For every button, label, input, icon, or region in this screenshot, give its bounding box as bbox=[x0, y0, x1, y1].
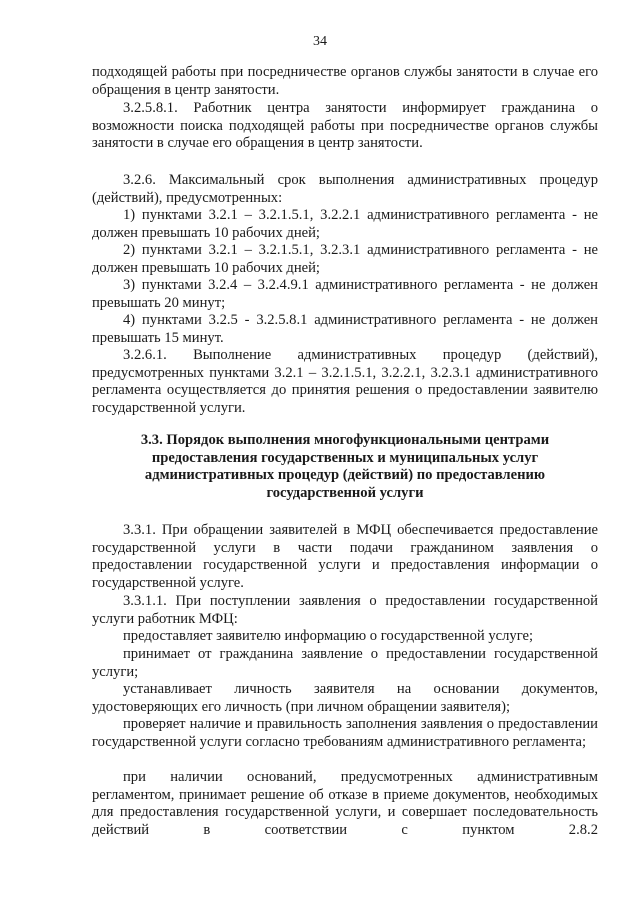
action-item-check: проверяет наличие и правильность заполнения заявления о предоставлении государственной услуги согласно требованиям административного регламента; bbox=[92, 716, 598, 750]
paragraph-continuation: подходящей работы при посредничестве органов службы занятости в случае его обращения в центр занятости. bbox=[92, 64, 598, 98]
paragraph-3-2-6-1: 3.2.6.1. Выполнение административных процедур (действий), предусмотренных пунктами 3.2.1 – 3.2.1.5.1, 3.2.2.1, 3.2.3.1 административного регламента осуществляется до принятия решения о предоставлении заявителю государственной услуги. bbox=[92, 347, 598, 416]
action-item-refuse: при наличии оснований, предусмотренных административным регламентом, принимает решение об отказе в приеме документов, необходимых для предоставления государственной услуги, и совершает последовательность действий в соответствии с пунктом 2.8.2 bbox=[92, 769, 598, 838]
heading-line: предоставления государственных и муниципальных услуг bbox=[151, 449, 539, 466]
action-item-identify: устанавливает личность заявителя на основании документов, удостоверяющих его личность (при личном обращении заявителя); bbox=[92, 681, 598, 715]
paragraph-3-3-1: 3.3.1. При обращении заявителей в МФЦ обеспечивается предоставление государственной услуги в части подачи гражданином заявления о предоставлении государственной услуги и предоставления информации о государственной услуге. bbox=[92, 522, 598, 591]
heading-line: административных процедур (действий) по предоставлению bbox=[144, 467, 546, 484]
paragraph-3-2-6: 3.2.6. Максимальный срок выполнения административных процедур (действий), предусмотренных: bbox=[92, 172, 598, 206]
heading-line: государственной услуги bbox=[266, 484, 424, 501]
section-heading-3-3 bbox=[92, 432, 598, 502]
action-item-inform: предоставляет заявителю информацию о государственной услуге; bbox=[123, 628, 534, 644]
list-item-1: 1) пунктами 3.2.1 – 3.2.1.5.1, 3.2.2.1 административного регламента - не должен превышать 10 рабочих дней; bbox=[92, 207, 598, 241]
paragraph-3-2-5-8-1: 3.2.5.8.1. Работник центра занятости информирует гражданина о возможности поиска подходящей работы при посредничестве органов службы занятости в случае его обращения в центр занятости. bbox=[92, 100, 598, 152]
heading-line: 3.3. Порядок выполнения многофункциональными центрами bbox=[140, 432, 550, 448]
list-item-4: 4) пунктами 3.2.5 - 3.2.5.8.1 административного регламента - не должен превышать 15 минут. bbox=[92, 312, 598, 346]
paragraph-3-3-1-1: 3.3.1.1. При поступлении заявления о предоставлении государственной услуги работник МФЦ: bbox=[92, 593, 598, 627]
page-number: 34 bbox=[313, 34, 327, 49]
list-item-2: 2) пунктами 3.2.1 – 3.2.1.5.1, 3.2.3.1 административного регламента - не должен превышать 10 рабочих дней; bbox=[92, 242, 598, 276]
list-item-3: 3) пунктами 3.2.4 – 3.2.4.9.1 административного регламента - не должен превышать 20 минут; bbox=[92, 277, 598, 311]
action-item-accept: принимает от гражданина заявление о предоставлении государственной услуги; bbox=[92, 646, 598, 680]
